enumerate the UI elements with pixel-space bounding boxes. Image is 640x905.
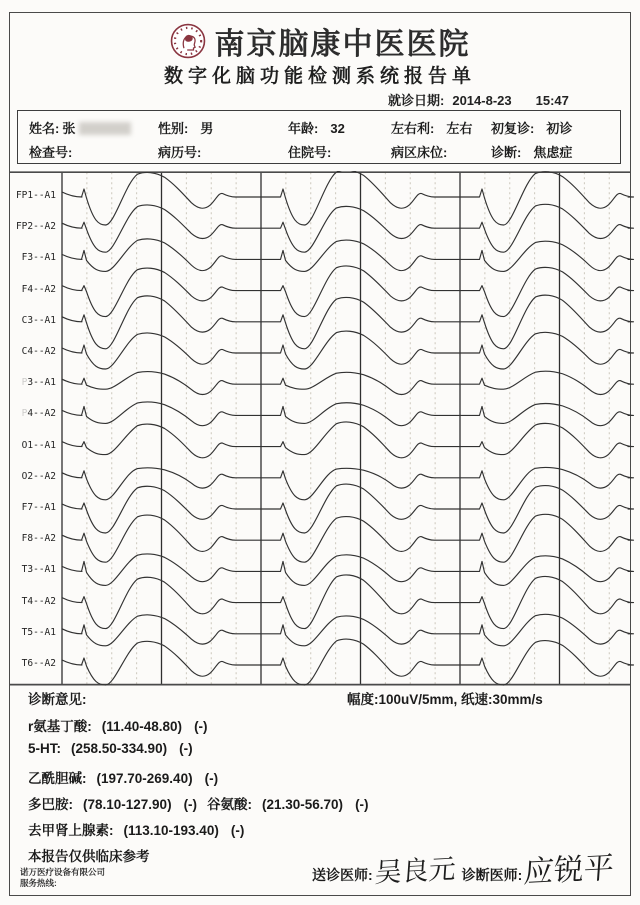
channel-label: C4--A2 [21,346,56,357]
eeg-trace-F3--A1 [62,239,634,272]
result-item-glutamate: 谷氨酸: (21.30-56.70) (-) [207,797,369,812]
referring-doctor-signature: 吴良元 [373,853,457,890]
result-item-dopamine: 多巴胺: (78.10-127.90) (-) [28,797,198,812]
diagnosis-opinion-label: 诊断意见: [28,692,87,707]
eeg-trace-C3--A1 [62,295,634,349]
channel-label: O2--A2 [21,470,56,482]
eeg-trace-O1--A1 [62,422,634,458]
field-diagnosis: 诊断: 焦虑症 [491,145,573,160]
visit-date-value: 2014-8-23 [452,93,512,108]
result-item-acetylcholine: 乙酰胆碱: (197.70-269.40) (-) [28,771,219,786]
channel-label: FP1--A1 [15,190,56,201]
field-record-no: 病历号: [158,145,202,160]
patient-info-table [17,110,621,164]
disclaimer-text: 本报告仅供临床参考 [28,849,150,864]
channel-label: P4--A2 [21,408,56,420]
channel-label: F8--A2 [21,533,56,545]
report-header [0,19,640,63]
field-visit-type: 初复诊: 初诊 [491,121,573,136]
field-exam-no: 检查号: [29,145,73,160]
diagnosing-doctor-label: 诊断医师: [461,867,523,883]
channel-label: T5--A1 [21,626,56,638]
channel-label: F4--A2 [21,283,56,295]
eeg-trace-FP2--A2 [62,204,634,252]
report-title: 数字化脑功能检测系统报告单 [163,66,476,87]
referring-doctor-label: 送诊医师: [312,867,373,883]
hospital-name: 南京脑康中医医院 [214,28,471,61]
eeg-trace-T6--A2 [62,639,634,685]
equipment-company-name: 诺万医疗设备有限公司 [20,867,106,877]
result-item-norepinephrine: 去甲肾上腺素: (113.10-193.40) (-) [28,823,245,838]
diagnosing-doctor-signature: 应锐平 [522,850,616,891]
field-sex: 性别: 男 [158,121,214,136]
field-name: 姓名: 张 [29,118,131,137]
channel-label: C3--A1 [21,314,56,326]
patient-info-row-1 [18,118,620,134]
field-ward-bed: 病区床位: [391,145,448,160]
redacted-name [79,122,131,135]
field-handedness: 左右利: 左右 [391,121,473,136]
patient-info-row-2 [18,142,620,158]
eeg-plot [0,171,640,686]
hospital-logo-icon [170,23,206,59]
visit-date-row [388,90,569,109]
scale-settings-text: 幅度:100uV/5mm, 纸速:30mm/s [347,692,543,707]
channel-label: FP2--A2 [15,221,56,233]
eeg-trace-F4--A2 [62,266,634,317]
service-hotline-label: 服务热线: [20,878,57,889]
channel-label: T6--A2 [21,658,56,669]
channel-label: T3--A1 [21,564,56,576]
channel-label: P3--A1 [21,377,56,389]
doctor-signature-row [312,845,620,889]
field-age: 年龄: 32 [288,121,345,136]
channel-label: T4--A2 [21,595,56,607]
eeg-trace-C4--A2 [62,331,634,369]
eeg-trace-T4--A2 [62,575,634,629]
eeg-trace-FP1--A1 [62,171,634,225]
eeg-trace-T3--A1 [62,554,634,585]
equipment-company-block [20,867,105,889]
result-item-gaba: r氨基丁酸: (11.40-48.80) (-) [28,719,208,734]
channel-label: O1--A1 [21,439,56,451]
visit-time-value: 15:47 [535,93,569,108]
result-item-5ht: 5-HT: (258.50-334.90) (-) [28,741,193,756]
field-inpatient-no: 住院号: [288,145,332,160]
channel-label: F3--A1 [21,252,56,264]
channel-label: F7--A1 [21,502,56,513]
visit-date-label: 就诊日期: [388,93,445,108]
eeg-trace-F7--A1 [62,484,634,533]
eeg-trace-P3--A1 [62,371,634,394]
